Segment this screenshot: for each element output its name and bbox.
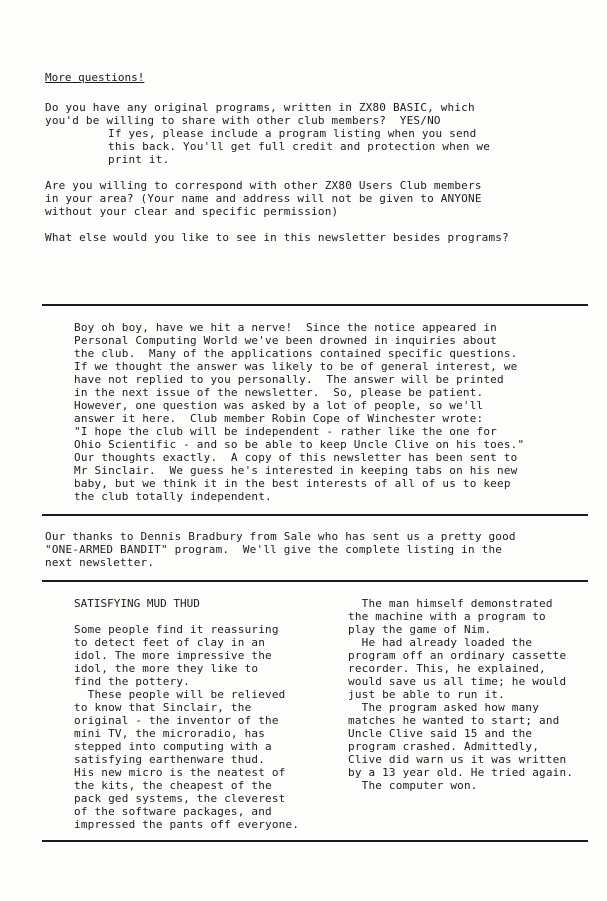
divider-rule bbox=[42, 304, 588, 306]
text-line: Personal Computing World we've been drowned in inquiries about bbox=[74, 334, 497, 347]
text-line: the club totally independent. bbox=[74, 490, 272, 503]
text-line: These people will be relieved bbox=[74, 688, 286, 701]
text-line: would save us all time; he would bbox=[348, 675, 567, 688]
text-line: the club. Many of the applications contained specific questions. bbox=[74, 347, 518, 360]
text-line: you'd be willing to share with other club members? YES/NO bbox=[45, 114, 441, 127]
question-share-programs-note bbox=[108, 127, 490, 166]
text-line: in your area? (Your name and address will not be given to ANYONE bbox=[45, 192, 482, 205]
text-line: program crashed. Admittedly, bbox=[348, 740, 540, 753]
article-right-column bbox=[348, 597, 573, 792]
text-line: mini TV, the microradio, has bbox=[74, 727, 266, 740]
divider-rule bbox=[42, 840, 588, 842]
section-heading: More questions! bbox=[45, 71, 145, 84]
text-line: If we thought the answer was likely to be of general interest, we bbox=[74, 360, 518, 373]
article-left-column bbox=[74, 597, 299, 831]
text-line: pack ged systems, the cleverest bbox=[74, 792, 286, 805]
text-line: print it. bbox=[108, 153, 170, 166]
text-line: in the next issue of the newsletter. So, please be patient. bbox=[74, 386, 484, 399]
text-line: play the game of Nim. bbox=[348, 623, 492, 636]
text-line: this back. You'll get full credit and protection when we bbox=[108, 140, 491, 153]
text-line: Uncle Clive said 15 and the bbox=[348, 727, 533, 740]
text-line: answer it here. Club member Robin Cope of Winchester wrote: bbox=[74, 412, 484, 425]
text-line: the machine with a program to bbox=[348, 610, 546, 623]
text-line: satisfying earthenware thud. bbox=[74, 753, 266, 766]
text-line: Mr Sinclair. We guess he's interested in keeping tabs on his new bbox=[74, 464, 518, 477]
text-line: Do you have any original programs, written in ZX80 BASIC, which bbox=[45, 101, 475, 114]
text-line: matches he wanted to start; and bbox=[348, 714, 560, 727]
text-line: "I hope the club will be independent - rather like the one for bbox=[74, 425, 497, 438]
text-line: to detect feet of clay in an bbox=[74, 636, 266, 649]
text-line: idol, the more they like to bbox=[74, 662, 259, 675]
text-line: Our thoughts exactly. A copy of this newsletter has been sent to bbox=[74, 451, 518, 464]
text-line: Our thanks to Dennis Bradbury from Sale who has sent us a pretty good bbox=[45, 530, 516, 543]
question-share-programs bbox=[45, 101, 475, 127]
thanks-paragraph bbox=[45, 530, 516, 569]
text-line: have not replied to you personally. The answer will be printed bbox=[74, 373, 504, 386]
text-line: stepped into computing with a bbox=[74, 740, 272, 753]
text-line: original - the inventor of the bbox=[74, 714, 279, 727]
question-newsletter-content bbox=[45, 231, 509, 244]
text-line: However, one question was asked by a lot of people, so we'll bbox=[74, 399, 484, 412]
divider-rule bbox=[42, 580, 588, 582]
text-line: If yes, please include a program listing when you send bbox=[108, 127, 477, 140]
divider-rule bbox=[42, 514, 588, 516]
question-correspond bbox=[45, 179, 482, 218]
text-line: impressed the pants off everyone. bbox=[74, 818, 300, 831]
text-line: program off an ordinary cassette bbox=[348, 649, 567, 662]
text-line: baby, but we think it in the best interests of all of us to keep bbox=[74, 477, 511, 490]
nerve-paragraph bbox=[74, 321, 524, 503]
text-line: by a 13 year old. He tried again. bbox=[348, 766, 574, 779]
text-line: of the software packages, and bbox=[74, 805, 272, 818]
text-line: without your clear and specific permission) bbox=[45, 205, 339, 218]
text-line: Boy oh boy, have we hit a nerve! Since the notice appeared in bbox=[74, 321, 497, 334]
text-line: The man himself demonstrated bbox=[348, 597, 553, 610]
text-line: Are you willing to correspond with other ZX80 Users Club members bbox=[45, 179, 482, 192]
text-line: What else would you like to see in this newsletter besides programs? bbox=[45, 231, 509, 244]
text-line: idol. The more impressive the bbox=[74, 649, 272, 662]
text-line: the kits, the cheapest of the bbox=[74, 779, 272, 792]
text-line: "ONE-ARMED BANDIT" program. We'll give the complete listing in the bbox=[45, 543, 503, 556]
article-title: SATISFYING MUD THUD bbox=[74, 597, 200, 610]
text-line: Clive did warn us it was written bbox=[348, 753, 567, 766]
text-line: to know that Sinclair, the bbox=[74, 701, 252, 714]
text-line: The program asked how many bbox=[348, 701, 540, 714]
text-line: Ohio Scientific - and so be able to keep Uncle Clive on his toes." bbox=[74, 438, 525, 451]
text-line: next newsletter. bbox=[45, 556, 155, 569]
text-line: His new micro is the neatest of bbox=[74, 766, 286, 779]
text-line: The computer won. bbox=[348, 779, 478, 792]
text-line: He had already loaded the bbox=[348, 636, 533, 649]
text-line: Some people find it reassuring bbox=[74, 623, 279, 636]
text-line: recorder. This, he explained, bbox=[348, 662, 546, 675]
text-line: just be able to run it. bbox=[348, 688, 505, 701]
text-line: find the pottery. bbox=[74, 675, 190, 688]
